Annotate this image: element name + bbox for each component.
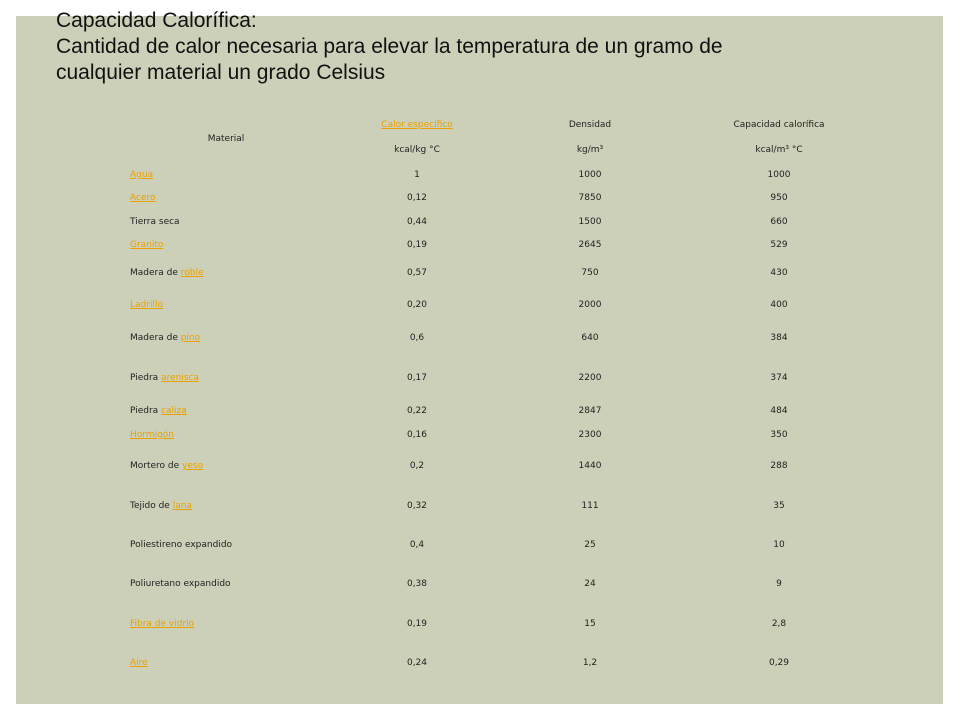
unit-specific-heat: kcal/kg °C bbox=[394, 145, 440, 155]
material-text: Tierra seca bbox=[130, 216, 180, 227]
title-line-3: cualquier material un grado Celsius bbox=[56, 61, 386, 84]
table-row bbox=[126, 256, 886, 290]
table-header-row bbox=[126, 114, 886, 136]
material-cell bbox=[126, 233, 326, 256]
specific-heat-cell: 0,38 bbox=[406, 579, 428, 589]
specific-heat-cell: 0,12 bbox=[406, 192, 428, 203]
table-row bbox=[126, 290, 886, 320]
material-text: Poliestireno expandido bbox=[130, 540, 233, 550]
heat-capacity-cell: 400 bbox=[770, 300, 788, 310]
density-cell: 1500 bbox=[578, 216, 602, 227]
unit-heat-capacity: kcal/m³ °C bbox=[755, 145, 803, 155]
specific-heat-link[interactable]: Calor específico bbox=[381, 120, 453, 130]
specific-heat-cell: 0,22 bbox=[406, 406, 428, 416]
header-material: Material bbox=[207, 134, 245, 144]
density-cell: 750 bbox=[581, 268, 599, 278]
table-row bbox=[126, 233, 886, 256]
heat-capacity-cell: 10 bbox=[773, 540, 785, 550]
table-row bbox=[126, 526, 886, 564]
material-cell bbox=[126, 526, 326, 564]
material-cell bbox=[126, 644, 326, 681]
heat-capacity-cell: 384 bbox=[770, 333, 788, 343]
heat-capacity-cell: 288 bbox=[770, 461, 788, 471]
density-cell: 25 bbox=[584, 540, 596, 550]
material-link[interactable]: Granito bbox=[130, 239, 164, 250]
heat-capacity-cell: 374 bbox=[770, 372, 788, 383]
table-row bbox=[126, 399, 886, 423]
table-row bbox=[126, 210, 886, 233]
material-text: Mortero de bbox=[130, 461, 183, 471]
specific-heat-cell: 0,16 bbox=[406, 429, 428, 440]
material-link[interactable]: Hormigón bbox=[130, 429, 175, 440]
material-link[interactable]: yeso bbox=[182, 461, 204, 471]
specific-heat-cell: 0,24 bbox=[406, 657, 428, 668]
density-cell: 2645 bbox=[578, 239, 602, 250]
heat-capacity-cell: 529 bbox=[770, 239, 788, 250]
specific-heat-cell: 0,57 bbox=[406, 268, 428, 278]
specific-heat-cell: 0,2 bbox=[409, 461, 425, 471]
material-cell bbox=[126, 446, 326, 486]
specific-heat-cell: 1 bbox=[414, 169, 420, 180]
heat-capacity-cell: 1000 bbox=[767, 169, 791, 180]
material-link[interactable]: Aire bbox=[130, 657, 148, 668]
material-cell bbox=[126, 210, 326, 233]
material-text: Madera de bbox=[130, 333, 181, 343]
density-cell: 15 bbox=[584, 619, 596, 629]
heat-capacity-cell: 35 bbox=[773, 501, 785, 511]
table-row bbox=[126, 564, 886, 604]
heat-capacity-cell: 9 bbox=[776, 579, 782, 589]
density-cell: 640 bbox=[581, 333, 599, 343]
material-link[interactable]: Acero bbox=[130, 192, 156, 203]
density-cell: 24 bbox=[584, 579, 596, 589]
material-link[interactable]: roble bbox=[180, 268, 204, 278]
table-row bbox=[126, 486, 886, 526]
material-cell bbox=[126, 256, 326, 290]
specific-heat-cell: 0,44 bbox=[406, 216, 428, 227]
heat-capacity-cell: 660 bbox=[770, 216, 788, 227]
material-text: Tejido de bbox=[130, 501, 173, 511]
table-row bbox=[126, 446, 886, 486]
material-cell bbox=[126, 564, 326, 604]
material-cell bbox=[126, 290, 326, 320]
material-text: Piedra bbox=[130, 372, 162, 383]
material-link[interactable]: Fibra de vidrio bbox=[130, 619, 195, 629]
density-cell: 2300 bbox=[578, 429, 602, 440]
specific-heat-cell: 0,19 bbox=[406, 619, 428, 629]
density-cell: 111 bbox=[581, 501, 599, 511]
density-cell: 2000 bbox=[578, 300, 602, 310]
density-cell: 2200 bbox=[578, 372, 602, 383]
material-text: Poliuretano expandido bbox=[130, 579, 231, 589]
material-link[interactable]: Ladrillo bbox=[130, 300, 163, 310]
density-cell: 7850 bbox=[578, 192, 602, 203]
table-row bbox=[126, 320, 886, 356]
density-cell: 1,2 bbox=[582, 657, 598, 668]
specific-heat-cell: 0,4 bbox=[409, 540, 425, 550]
material-link[interactable]: arenisca bbox=[161, 372, 199, 383]
material-cell bbox=[126, 356, 326, 399]
slide-title bbox=[56, 8, 936, 86]
specific-heat-cell: 0,19 bbox=[406, 239, 428, 250]
material-link[interactable]: lana bbox=[172, 501, 192, 511]
heat-capacity-cell: 430 bbox=[770, 268, 788, 278]
heat-capacity-cell: 484 bbox=[770, 406, 788, 416]
specific-heat-cell: 0,32 bbox=[406, 501, 428, 511]
table-row bbox=[126, 423, 886, 446]
density-cell: 2847 bbox=[578, 406, 602, 416]
density-cell: 1440 bbox=[578, 461, 602, 471]
specific-heat-cell: 0,6 bbox=[409, 333, 425, 343]
material-link[interactable]: caliza bbox=[161, 406, 187, 416]
unit-density: kg/m³ bbox=[576, 145, 604, 155]
heat-capacity-cell: 0,29 bbox=[768, 657, 790, 668]
table-row bbox=[126, 185, 886, 210]
heat-capacity-cell: 2,8 bbox=[771, 619, 787, 629]
material-cell bbox=[126, 164, 326, 185]
title-line-2: Cantidad de calor necesaria para elevar la temperatura de un gramo de bbox=[56, 35, 723, 58]
material-text: Piedra bbox=[130, 406, 162, 416]
table-row bbox=[126, 644, 886, 681]
material-cell bbox=[126, 185, 326, 210]
heat-capacity-cell: 350 bbox=[770, 429, 788, 440]
table-row bbox=[126, 356, 886, 399]
table-row bbox=[126, 604, 886, 644]
material-cell bbox=[126, 423, 326, 446]
material-link[interactable]: pino bbox=[180, 333, 201, 343]
material-cell bbox=[126, 399, 326, 423]
specific-heat-cell: 0,20 bbox=[406, 300, 428, 310]
material-cell bbox=[126, 486, 326, 526]
table-row bbox=[126, 164, 886, 185]
heat-capacity-cell: 950 bbox=[770, 192, 788, 203]
material-cell bbox=[126, 604, 326, 644]
header-specific-heat bbox=[326, 114, 508, 136]
header-density: Densidad bbox=[568, 120, 612, 130]
specific-heat-cell: 0,17 bbox=[406, 372, 428, 383]
heat-capacity-table bbox=[126, 114, 886, 681]
title-line-1: Capacidad Calorífica: bbox=[56, 9, 257, 32]
material-text: Madera de bbox=[130, 268, 181, 278]
header-heat-capacity: Capacidad calorífica bbox=[733, 120, 825, 130]
density-cell: 1000 bbox=[578, 169, 602, 180]
material-link[interactable]: Agua bbox=[130, 169, 154, 180]
material-cell bbox=[126, 320, 326, 356]
